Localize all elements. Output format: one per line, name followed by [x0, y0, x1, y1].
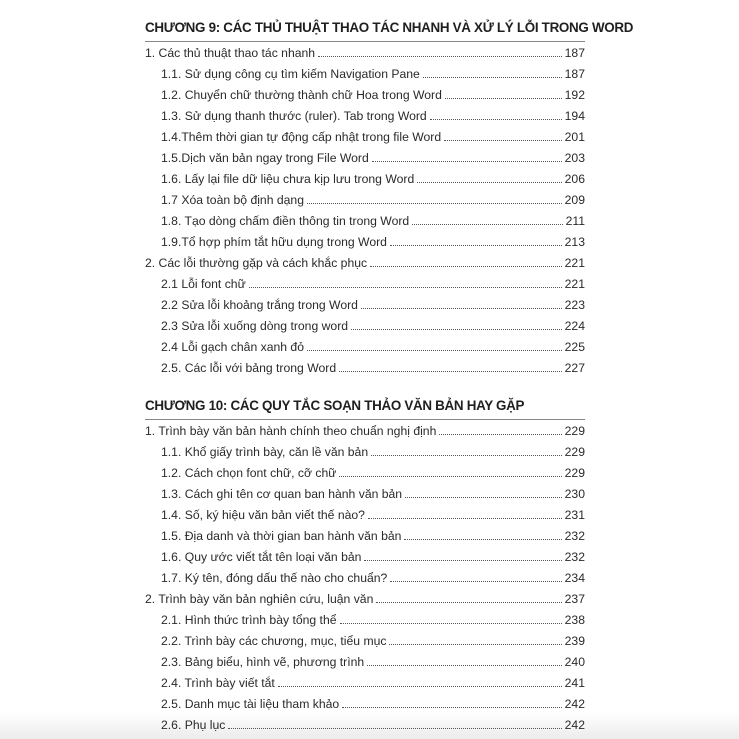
toc-entry-page: 221 — [564, 277, 585, 291]
toc-leader-dots — [376, 602, 561, 603]
toc-leader-dots — [423, 77, 562, 78]
toc-entry-title: 1.3. Sử dụng thanh thước (ruler). Tab trong Word — [161, 109, 427, 123]
toc-leader-dots — [249, 287, 562, 288]
toc-entry — [145, 61, 585, 81]
toc-leader-dots — [342, 707, 561, 708]
toc-entry-page: 232 — [564, 529, 585, 543]
toc-entry-page: 240 — [564, 655, 585, 669]
toc-entry-title: 2.3 Sửa lỗi xuống dòng trong word — [161, 319, 349, 333]
toc-entry-title: 2.6. Phụ lục — [161, 718, 226, 732]
toc-entry — [145, 82, 585, 102]
toc-entry — [145, 187, 585, 207]
toc-leader-dots — [361, 308, 562, 309]
toc-entry — [145, 544, 585, 564]
toc-entry-title: 1.2. Cách chọn font chữ, cỡ chữ — [161, 466, 337, 480]
toc-entry — [145, 565, 585, 585]
toc-entry-title: 2.4. Trình bày viết tắt — [161, 676, 275, 690]
toc-leader-dots — [351, 329, 562, 330]
toc-entry-title: 1.7 Xóa toàn bộ định dạng — [161, 193, 304, 207]
toc-leader-dots — [430, 119, 562, 120]
toc-entry — [145, 670, 585, 690]
toc-entry-page: 206 — [564, 172, 585, 186]
toc-leader-dots — [307, 350, 562, 351]
toc-entry — [145, 250, 585, 270]
toc-entry-page: 230 — [564, 487, 585, 501]
toc-entry-title: 2.1. Hình thức trình bày tổng thể — [161, 613, 337, 627]
toc-entry-title: 2. Trình bày văn bản nghiên cứu, luận văn — [145, 592, 374, 606]
toc-entry-title: 1.1. Khổ giấy trình bày, căn lề văn bản — [161, 445, 369, 459]
toc-entry-page: 229 — [564, 445, 585, 459]
toc-entry-title: 1.2. Chuyển chữ thường thành chữ Hoa trong Word — [161, 88, 442, 102]
toc-entry-title: 1.8. Tạo dòng chấm điền thông tin trong Word — [161, 214, 410, 228]
toc-entry — [145, 166, 585, 186]
toc-entry — [145, 145, 585, 165]
toc-leader-dots — [340, 623, 562, 624]
toc-leader-dots — [228, 728, 561, 729]
toc-entry — [145, 628, 585, 648]
toc-leader-dots — [417, 182, 561, 183]
toc-entry — [145, 649, 585, 669]
toc-entry-title: 1.3. Cách ghi tên cơ quan ban hành văn bản — [161, 487, 403, 501]
toc-leader-dots — [339, 476, 561, 477]
toc-leader-dots — [318, 56, 562, 57]
toc-entry — [145, 313, 585, 333]
toc-entry-title: 1.6. Quy ước viết tắt tên loại văn bản — [161, 550, 362, 564]
chapter-heading: CHƯƠNG 9: CÁC THỦ THUẬT THAO TÁC NHANH VÀ XỬ LÝ LỖI TRONG WORD — [145, 20, 634, 35]
toc-leader-dots — [367, 665, 561, 666]
toc-entry-title: 1.4. Số, ký hiệu văn bản viết thế nào? — [161, 508, 365, 522]
toc-entry — [145, 586, 585, 606]
toc-entry — [145, 712, 585, 732]
toc-entry-title: 1.7. Ký tên, đóng dấu thế nào cho chuẩn? — [161, 571, 388, 585]
toc-entry-page: 229 — [564, 466, 585, 480]
toc-leader-dots — [390, 581, 561, 582]
toc-entry-title: 2.5. Danh mục tài liệu tham khảo — [161, 697, 340, 711]
toc-entry-title: 1.1. Sử dụng công cụ tìm kiếm Navigation Pane — [161, 67, 420, 81]
toc-entry — [145, 502, 585, 522]
toc-entry-title: 2.2 Sửa lỗi khoảng trắng trong Word — [161, 298, 358, 312]
toc-entry-page: 232 — [564, 550, 585, 564]
toc-entry-title: 2. Các lỗi thường gặp và cách khắc phục — [145, 256, 368, 270]
toc-entry-title: 1.6. Lấy lại file dữ liệu chưa kịp lưu trong Word — [161, 172, 415, 186]
toc-entry-title: 2.4 Lỗi gạch chân xanh đỏ — [161, 340, 304, 354]
toc-entry — [145, 355, 585, 375]
toc-entry-title: 1.9.Tổ hợp phím tắt hữu dụng trong Word — [161, 235, 387, 249]
toc-entry — [145, 334, 585, 354]
toc-leader-dots — [307, 203, 562, 204]
toc-entry-page: 227 — [564, 361, 585, 375]
toc-entry-page: 192 — [564, 88, 585, 102]
toc-leader-dots — [278, 686, 562, 687]
toc-entry — [145, 103, 585, 123]
toc-entry-page: 231 — [564, 508, 585, 522]
toc-entry-title: 2.2. Trình bày các chương, mục, tiểu mục — [161, 634, 387, 648]
toc-leader-dots — [371, 455, 562, 456]
toc-entry-page: 211 — [565, 214, 585, 228]
toc-leader-dots — [390, 245, 562, 246]
toc-entry-page: 209 — [564, 193, 585, 207]
toc-entry-page: 213 — [564, 235, 585, 249]
toc-entry — [145, 418, 585, 438]
toc-entry-page: 194 — [564, 109, 585, 123]
toc-entry — [145, 481, 585, 501]
toc-entry-page: 239 — [564, 634, 585, 648]
toc-entry-title: 2.3. Bảng biểu, hình vẽ, phương trình — [161, 655, 365, 669]
toc-leader-dots — [445, 98, 562, 99]
toc-leader-dots — [364, 560, 561, 561]
toc-entry-page: 187 — [564, 67, 585, 81]
toc-entry-title: 2.1 Lỗi font chữ — [161, 277, 246, 291]
toc-entry-page: 229 — [564, 424, 585, 438]
toc-entry-title: 1.5. Địa danh và thời gian ban hành văn bản — [161, 529, 402, 543]
toc-leader-dots — [389, 644, 561, 645]
toc-leader-dots — [339, 371, 562, 372]
toc-entry-page: 242 — [564, 718, 585, 732]
toc-entry — [145, 271, 585, 291]
toc-entry — [145, 691, 585, 711]
toc-entry-title: 1.4.Thêm thời gian tự động cấp nhật trong file Word — [161, 130, 442, 144]
toc-entry-title: 1. Trình bày văn bản hành chính theo chuẩn nghị định — [145, 424, 437, 438]
toc-entry-page: 221 — [564, 256, 585, 270]
toc-leader-dots — [370, 266, 562, 267]
toc-entry-page: 224 — [564, 319, 585, 333]
toc-leader-dots — [372, 161, 562, 162]
toc-entry-title: 1. Các thủ thuật thao tác nhanh — [145, 46, 316, 60]
toc-entry — [145, 40, 585, 60]
toc-entry-page: 223 — [564, 298, 585, 312]
toc-entry-page: 242 — [564, 697, 585, 711]
toc-entry — [145, 208, 585, 228]
toc-leader-dots — [444, 140, 562, 141]
toc-entry — [145, 124, 585, 144]
chapter-heading: CHƯƠNG 10: CÁC QUY TẮC SOẠN THẢO VĂN BẢN HAY GẶP — [145, 398, 525, 413]
toc-leader-dots — [405, 497, 562, 498]
toc-entry-page: 225 — [564, 340, 585, 354]
toc-entry — [145, 292, 585, 312]
toc-entry-page: 238 — [564, 613, 585, 627]
toc-entry-page: 241 — [564, 676, 585, 690]
toc-entry — [145, 607, 585, 627]
toc-entry — [145, 523, 585, 543]
toc-entry — [145, 460, 585, 480]
toc-entry-page: 201 — [564, 130, 585, 144]
toc-entry — [145, 439, 585, 459]
toc-entry-page: 187 — [564, 46, 585, 60]
toc-entry — [145, 229, 585, 249]
toc-entry-page: 203 — [564, 151, 585, 165]
toc-leader-dots — [412, 224, 562, 225]
toc-leader-dots — [404, 539, 561, 540]
toc-leader-dots — [439, 434, 561, 435]
toc-entry-page: 237 — [564, 592, 585, 606]
toc-entry-page: 234 — [564, 571, 585, 585]
toc-entry-title: 1.5.Dịch văn bản ngay trong File Word — [161, 151, 369, 165]
toc-entry-title: 2.5. Các lỗi với bảng trong Word — [161, 361, 337, 375]
toc-leader-dots — [368, 518, 562, 519]
